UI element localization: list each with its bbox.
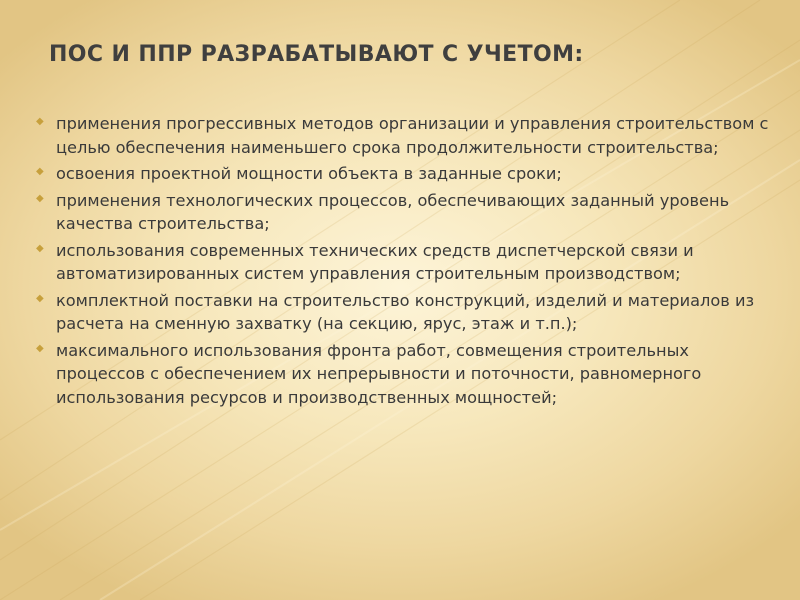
bullet-list bbox=[36, 112, 776, 412]
list-item-text: применения прогрессивных методов организации и управления строительством с целью обеспечения наименьшего срока продолжительности строительства; bbox=[56, 114, 769, 157]
list-item-text: максимального использования фронта работ, совмещения строительных процессов с обеспечением их непрерывности и поточности, равномерного использования ресурсов и производственных мощностей; bbox=[56, 340, 702, 407]
list-item bbox=[36, 289, 776, 336]
list-item-text: комплектной поставки на строительство конструкций, изделий и материалов из расчета на сменную захватку (на секцию, ярус, этаж и т.п.); bbox=[56, 290, 755, 333]
diamond-bullet-icon: ◆ bbox=[36, 192, 44, 204]
diamond-bullet-icon: ◆ bbox=[36, 166, 44, 177]
slide-title: ПОС И ППР РАЗРАБАТЫВАЮТ С УЧЕТОМ: bbox=[49, 42, 584, 67]
list-item-text: применения технологических процессов, обеспечивающих заданный уровень качества строительства; bbox=[56, 190, 730, 233]
list-item bbox=[36, 239, 776, 286]
list-item bbox=[36, 162, 776, 186]
list-item bbox=[36, 189, 776, 236]
list-item bbox=[36, 112, 776, 159]
diamond-bullet-icon: ◆ bbox=[36, 342, 44, 354]
list-item-text: использования современных технических средств диспетчерской связи и автоматизированных систем управления строительным производством; bbox=[56, 240, 694, 283]
diamond-bullet-icon: ◆ bbox=[36, 292, 44, 304]
diamond-bullet-icon: ◆ bbox=[36, 242, 44, 254]
diamond-bullet-icon: ◆ bbox=[36, 116, 44, 127]
list-item-text: освоения проектной мощности объекта в заданные сроки; bbox=[56, 164, 562, 183]
list-item bbox=[36, 339, 776, 410]
